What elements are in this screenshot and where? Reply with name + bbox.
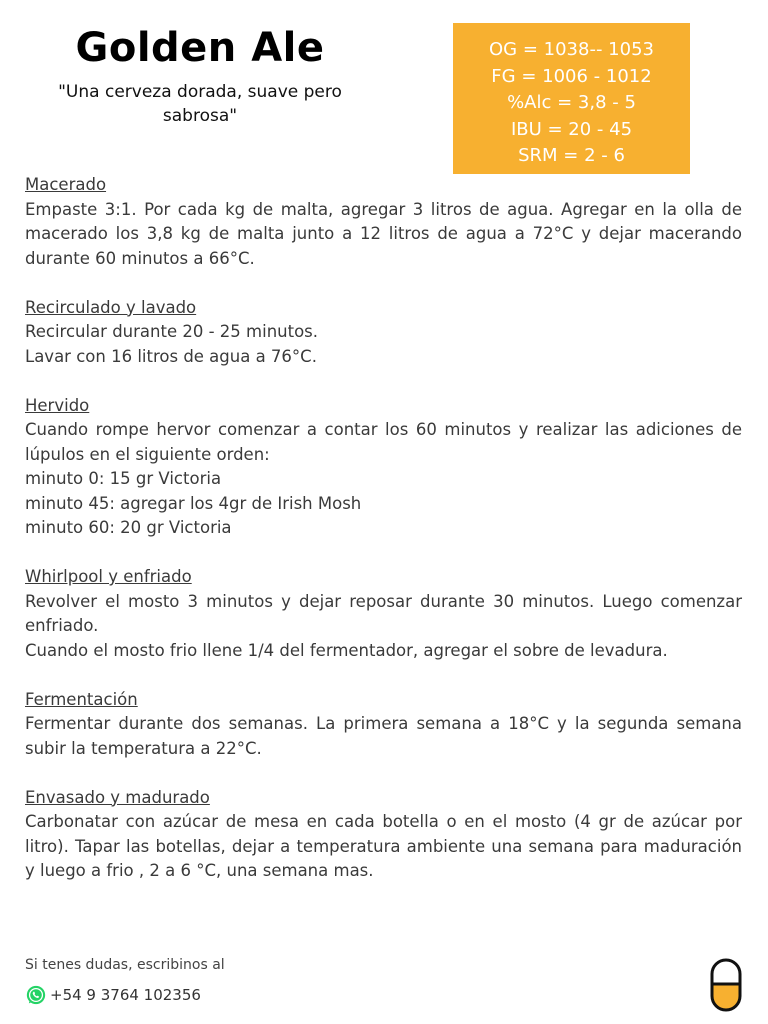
section-text: minuto 45: agregar los 4gr de Irish Mosh <box>25 493 362 513</box>
footer-contact-text: Si tenes dudas, escribinos al <box>25 957 225 973</box>
spec-alc: %Alc = 3,8 - 5 <box>507 92 636 113</box>
brand-logo <box>708 958 744 1012</box>
section-heading: Recirculado y lavado <box>25 297 197 317</box>
section-recirculado <box>25 296 742 370</box>
phone-number: +54 9 3764 102356 <box>50 986 201 1004</box>
whatsapp-icon <box>25 984 47 1006</box>
spec-ibu: IBU = 20 - 45 <box>510 118 633 140</box>
section-macerado <box>25 173 742 271</box>
spec-srm: SRM = 2 - 6 <box>518 145 625 166</box>
section-heading: Macerado <box>25 175 107 194</box>
section-fermentacion <box>25 688 742 762</box>
section-text: Lavar con 16 litros de agua a 76°C. <box>25 346 317 366</box>
section-heading: Fermentación <box>25 689 138 709</box>
section-envasado <box>25 786 742 884</box>
recipe-content <box>25 173 742 908</box>
section-text: Revolver el mosto 3 minutos y dejar reposar durante 30 minutos. Luego comenzar enfriado. <box>25 591 742 635</box>
section-text: minuto 0: 15 gr Victoria <box>25 469 222 488</box>
section-heading: Whirlpool y enfriado <box>25 567 192 586</box>
section-hervido <box>25 394 742 541</box>
section-text: minuto 60: 20 gr Victoria <box>25 518 232 537</box>
section-text: Recircular durante 20 - 25 minutos. <box>25 322 319 341</box>
section-text: Cuando el mosto frio llene 1/4 del fermentador, agregar el sobre de levadura. <box>25 640 668 660</box>
section-text: Empaste 3:1. Por cada kg de malta, agregar 3 litros de agua. Agregar en la olla de macerado los 3,8 kg de malta junto a 12 litros de agua a 72°C y dejar macerando durante 60 minutos a 66°C. <box>25 199 742 268</box>
section-text: Carbonatar con azúcar de mesa en cada botella o en el mosto (4 gr de azúcar por litro). Tapar las botellas, dejar a temperatura ambiente una semana para maduración y luego a frio , 2 a 6 °C, una semana mas. <box>25 812 742 880</box>
section-text: Fermentar durante dos semanas. La primera semana a 18°C y la segunda semana subir la temperatura a 22°C. <box>25 714 742 758</box>
section-text: Cuando rompe hervor comenzar a contar los 60 minutos y realizar las adiciones de lúpulos en el siguiente orden: <box>25 420 742 464</box>
footer-phone-link[interactable] <box>25 984 201 1006</box>
section-heading: Hervido <box>25 395 90 415</box>
spec-og: OG = 1038-- 1053 <box>489 39 654 60</box>
spec-fg: FG = 1006 - 1012 <box>491 65 652 87</box>
page-title: Golden Ale <box>75 25 325 71</box>
section-whirlpool <box>25 565 742 663</box>
specs-box <box>453 23 690 174</box>
section-heading: Envasado y madurado <box>25 787 210 807</box>
page-subtitle: "Una cerveza dorada, suave pero sabrosa" <box>58 82 342 126</box>
